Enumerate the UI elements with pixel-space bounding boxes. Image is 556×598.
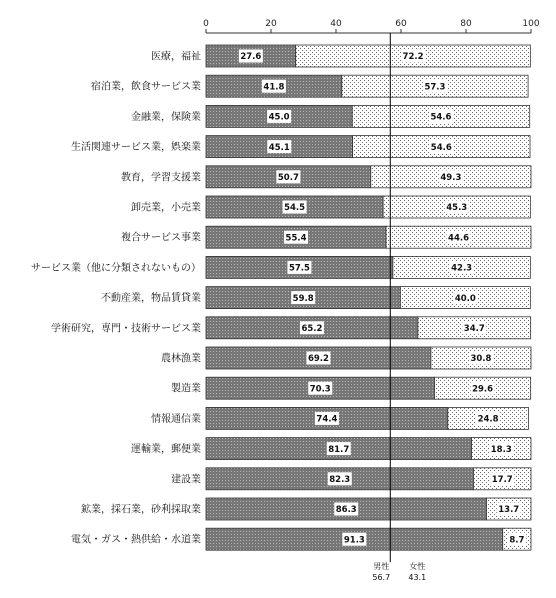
x-tick-label: 0 bbox=[203, 19, 209, 29]
value-label-male: 81.7 bbox=[328, 444, 350, 455]
category-label: 電気・ガス・熱供給・水道業 bbox=[71, 534, 201, 546]
category-label: サービス業（他に分類されないもの） bbox=[31, 262, 201, 274]
category-label: 複合サービス事業 bbox=[121, 232, 201, 244]
value-label-female: 44.6 bbox=[448, 233, 470, 244]
x-tick-label: 60 bbox=[395, 19, 407, 29]
value-label-female: 54.6 bbox=[430, 142, 452, 153]
category-label: 不動産業，物品賃貸業 bbox=[101, 293, 201, 305]
x-tick-label: 80 bbox=[460, 19, 472, 29]
value-label-female: 57.3 bbox=[424, 82, 446, 93]
category-label: 宿泊業，飲食サービス業 bbox=[91, 81, 201, 93]
value-label-female: 8.7 bbox=[509, 535, 525, 546]
ref-male-label: 男性 bbox=[373, 562, 390, 571]
value-label-male: 57.5 bbox=[288, 263, 310, 274]
value-label-female: 13.7 bbox=[498, 505, 520, 516]
ref-male-value: 56.7 bbox=[372, 573, 391, 582]
value-label-female: 45.3 bbox=[446, 203, 468, 214]
category-label: 教育，学習支援業 bbox=[121, 172, 201, 184]
value-label-female: 54.6 bbox=[430, 112, 452, 123]
category-label: 生活関連サービス業，娯楽業 bbox=[71, 142, 201, 154]
value-label-female: 34.7 bbox=[463, 324, 485, 334]
value-label-male: 69.2 bbox=[307, 354, 329, 365]
category-labels bbox=[31, 50, 201, 546]
x-axis bbox=[203, 19, 540, 33]
category-label: 製造業 bbox=[171, 383, 201, 395]
category-label: 金融業，保険業 bbox=[131, 111, 201, 123]
value-label-male: 86.3 bbox=[335, 505, 357, 516]
value-label-male: 74.4 bbox=[316, 414, 338, 425]
x-tick-label: 20 bbox=[265, 19, 277, 29]
value-label-male: 65.2 bbox=[301, 324, 323, 334]
category-label: 医療，福祉 bbox=[151, 51, 201, 63]
x-tick-label: 40 bbox=[330, 19, 342, 29]
category-label: 卸売業，小売業 bbox=[131, 202, 201, 214]
value-label-female: 17.7 bbox=[491, 475, 513, 485]
category-label: 鉱業，採石業，砂利採取業 bbox=[81, 504, 201, 516]
value-label-male: 70.3 bbox=[309, 384, 331, 395]
value-label-female: 30.8 bbox=[470, 354, 492, 365]
category-label: 学術研究，専門・技術サービス業 bbox=[51, 323, 201, 335]
value-label-male: 45.1 bbox=[268, 142, 290, 153]
value-label-male: 41.8 bbox=[263, 82, 285, 93]
value-label-male: 82.3 bbox=[329, 475, 351, 485]
value-label-male: 59.8 bbox=[292, 293, 314, 304]
x-tick-label: 100 bbox=[522, 19, 540, 29]
category-label: 運輸業，郵便業 bbox=[131, 444, 201, 456]
value-label-female: 49.3 bbox=[440, 173, 462, 183]
value-label-female: 72.2 bbox=[402, 52, 424, 63]
value-label-male: 91.3 bbox=[343, 535, 365, 546]
value-label-female: 40.0 bbox=[454, 293, 476, 304]
value-label-female: 42.3 bbox=[451, 263, 473, 274]
value-label-male: 45.0 bbox=[268, 112, 290, 123]
bars bbox=[206, 45, 531, 550]
ref-female-value: 43.1 bbox=[408, 573, 427, 582]
value-label-female: 24.8 bbox=[477, 414, 499, 425]
value-label-female: 18.3 bbox=[490, 444, 512, 455]
ref-female-label: 女性 bbox=[409, 562, 426, 571]
value-label-male: 55.4 bbox=[285, 233, 307, 244]
category-label: 情報通信業 bbox=[151, 413, 201, 425]
value-label-female: 29.6 bbox=[472, 384, 494, 395]
value-label-male: 27.6 bbox=[240, 52, 262, 63]
category-label: 農林漁業 bbox=[161, 353, 201, 365]
value-label-male: 54.5 bbox=[284, 203, 306, 214]
category-label: 建設業 bbox=[171, 474, 201, 486]
value-label-male: 50.7 bbox=[277, 173, 299, 183]
